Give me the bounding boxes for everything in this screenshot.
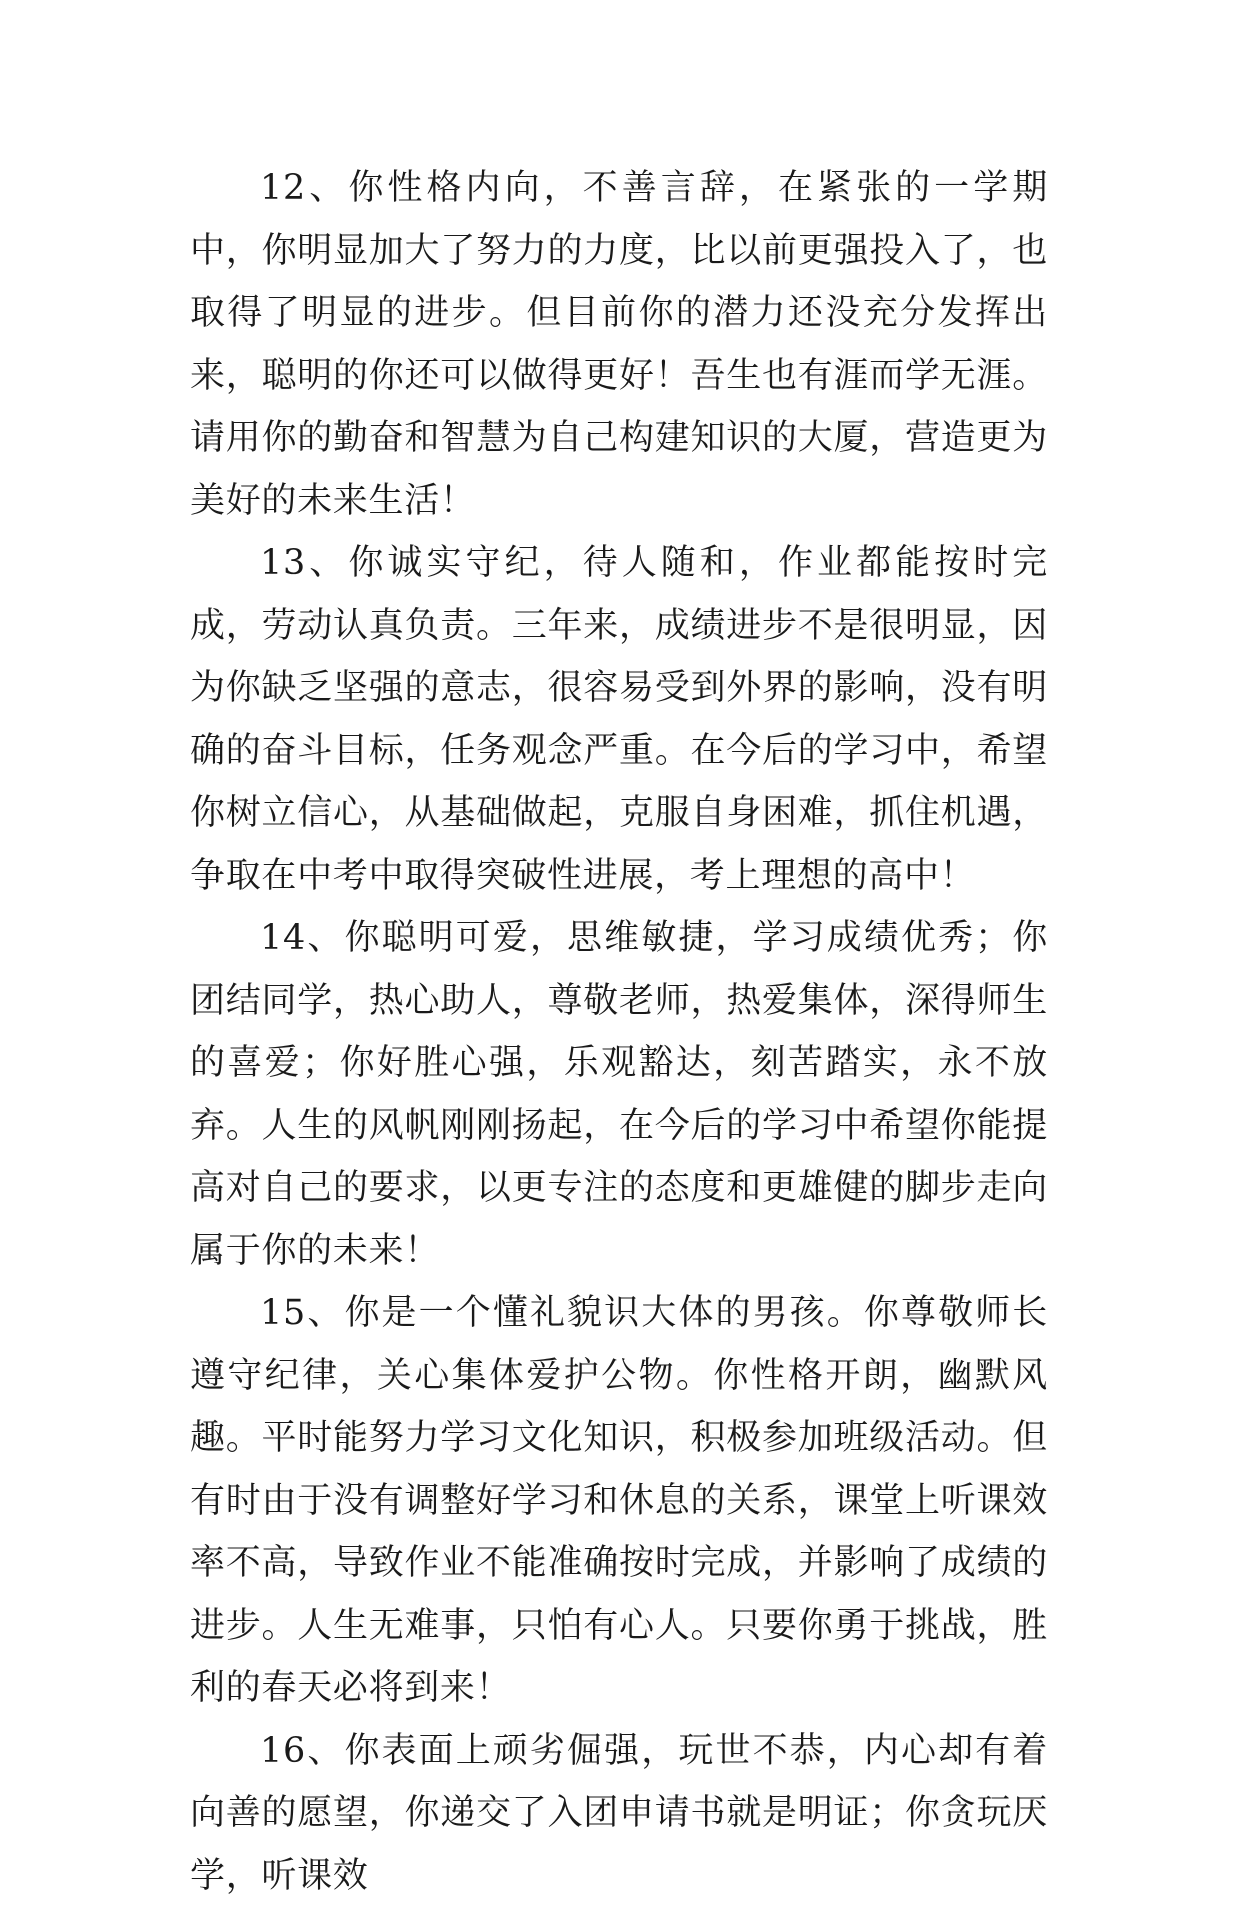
paragraph-13: 13、你诚实守纪，待人随和，作业都能按时完成，劳动认真负责。三年来，成绩进步不是很明显，因为你缺乏坚强的意志，很容易受到外界的影响，没有明确的奋斗目标，任务观念严重。在今后的学习中，希望你树立信心，从基础做起，克服自身困难，抓住机遇，争取在中考中取得突破性进展，考上理想的高中！: [190, 532, 1048, 907]
paragraph-12: 12、你性格内向，不善言辞，在紧张的一学期中，你明显加大了努力的力度，比以前更强投入了，也取得了明显的进步。但目前你的潜力还没充分发挥出来，聪明的你还可以做得更好！吾生也有涯而学无涯。请用你的勤奋和智慧为自己构建知识的大厦，营造更为美好的未来生活！: [190, 157, 1048, 532]
paragraph-14: 14、你聪明可爱，思维敏捷，学习成绩优秀；你团结同学，热心助人，尊敬老师，热爱集体，深得师生的喜爱；你好胜心强，乐观豁达，刻苦踏实，永不放弃。人生的风帆刚刚扬起，在今后的学习中希望你能提高对自己的要求，以更专注的态度和更雄健的脚步走向属于你的未来！: [190, 907, 1048, 1282]
paragraph-16: 16、你表面上顽劣倔强，玩世不恭，内心却有着向善的愿望，你递交了入团申请书就是明证；你贪玩厌学，听课效: [190, 1720, 1048, 1907]
document-body: [190, 157, 1048, 1907]
paragraph-15: 15、你是一个懂礼貌识大体的男孩。你尊敬师长遵守纪律，关心集体爱护公物。你性格开朗，幽默风趣。平时能努力学习文化知识，积极参加班级活动。但有时由于没有调整好学习和休息的关系，课堂上听课效率不高，导致作业不能准确按时完成，并影响了成绩的进步。人生无难事，只怕有心人。只要你勇于挑战，胜利的春天必将到来！: [190, 1282, 1048, 1720]
